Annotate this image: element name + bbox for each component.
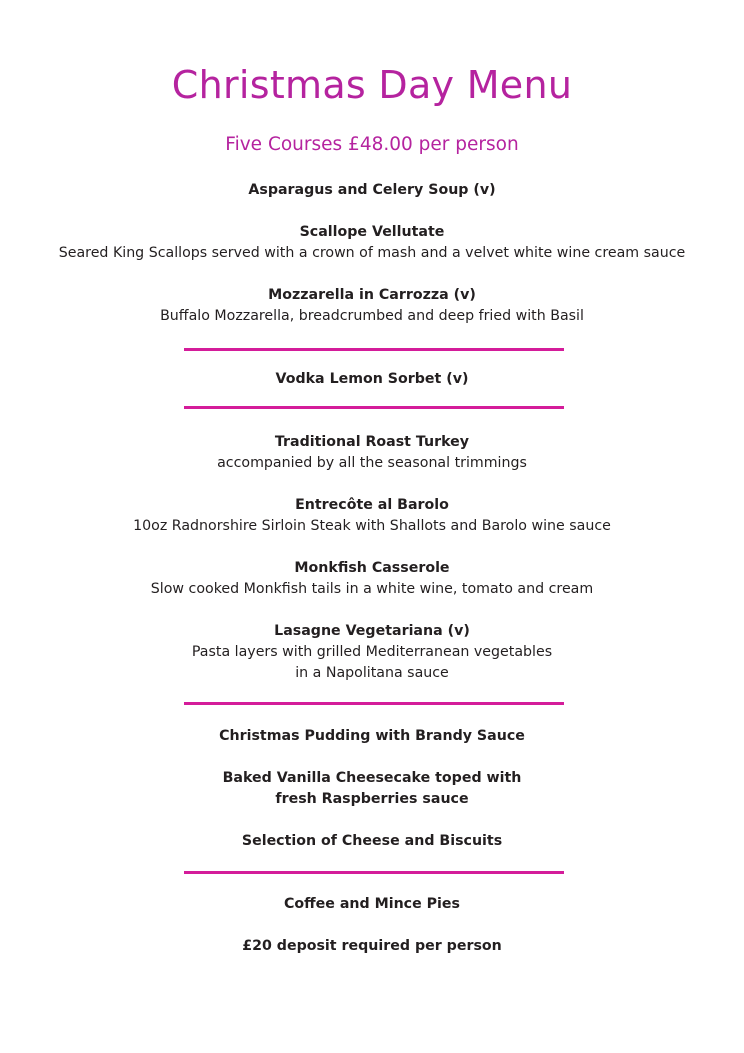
starter-scallops-desc: Seared King Scallops served with a crown of mash and a velvet white wine cream sauce	[58, 245, 686, 261]
main-monkfish-desc: Slow cooked Monkfish tails in a white wine, tomato and cream	[150, 581, 594, 597]
main-steak-name: Entrecôte al Barolo	[295, 497, 449, 513]
divider-3	[184, 702, 564, 705]
divider-4	[184, 871, 564, 874]
main-turkey-desc: accompanied by all the seasonal trimmings	[217, 455, 527, 471]
main-lasagne-desc-1: Pasta layers with grilled Mediterranean vegetables	[191, 644, 553, 660]
finale-coffee: Coffee and Mince Pies	[284, 896, 460, 912]
main-lasagne-desc-2: in a Napolitana sauce	[295, 665, 449, 681]
price-subtitle: Five Courses £48.00 per person	[225, 134, 519, 155]
starter-mozzarella-name: Mozzarella in Carrozza (v)	[268, 287, 476, 303]
main-monkfish-name: Monkfish Casserole	[294, 560, 450, 576]
starter-soup: Asparagus and Celery Soup (v)	[248, 182, 496, 198]
divider-2	[184, 406, 564, 409]
page-title: Christmas Day Menu	[171, 63, 573, 107]
dessert-cheesecake-2: fresh Raspberries sauce	[275, 791, 469, 807]
main-turkey-name: Traditional Roast Turkey	[274, 434, 470, 450]
dessert-cheese: Selection of Cheese and Biscuits	[241, 833, 503, 849]
starter-mozzarella-desc: Buffalo Mozzarella, breadcrumbed and deep fried with Basil	[160, 308, 584, 324]
starter-scallops-name: Scallope Vellutate	[299, 224, 445, 240]
sorbet-item: Vodka Lemon Sorbet (v)	[275, 371, 469, 387]
main-steak-desc: 10oz Radnorshire Sirloin Steak with Shallots and Barolo wine sauce	[133, 518, 611, 534]
divider-1	[184, 348, 564, 351]
main-lasagne-name: Lasagne Vegetariana (v)	[274, 623, 470, 639]
dessert-cheesecake-1: Baked Vanilla Cheesecake toped with	[222, 770, 522, 786]
deposit-note: £20 deposit required per person	[242, 938, 502, 954]
dessert-pudding: Christmas Pudding with Brandy Sauce	[219, 728, 525, 744]
